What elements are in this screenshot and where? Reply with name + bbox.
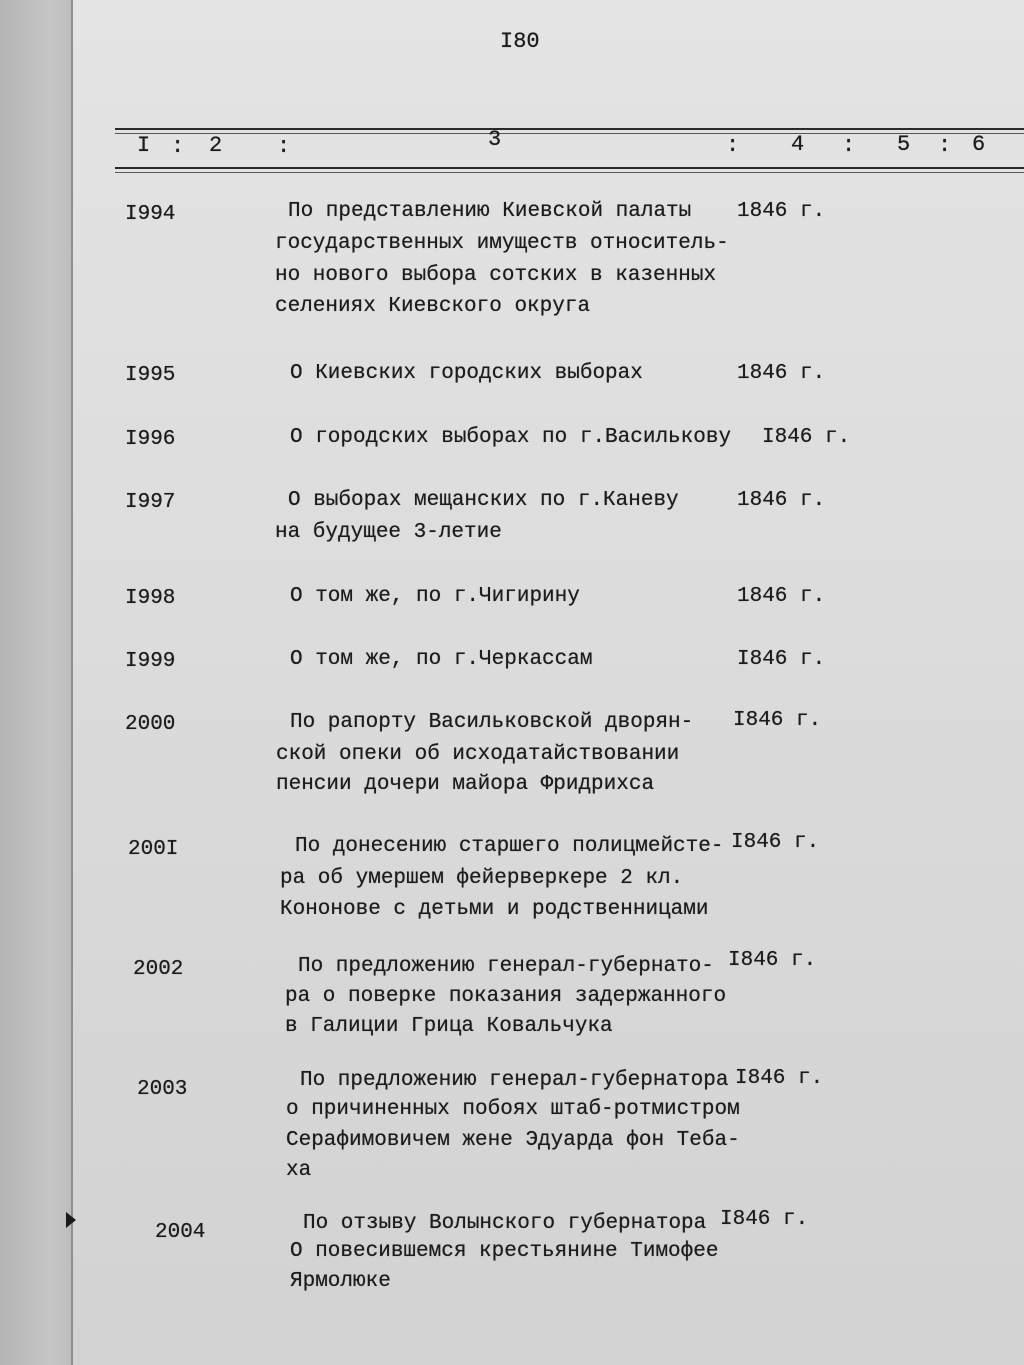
column-header-6: 6 xyxy=(972,132,986,157)
column-header-4: 4 xyxy=(791,132,805,157)
entry-text-line: ра об умершем фейерверкере 2 кл. xyxy=(280,867,684,890)
entry-year: I846 г. xyxy=(735,1067,824,1090)
entry-number: 2002 xyxy=(133,958,184,981)
entry-text-line: О том же, по г.Черкассам xyxy=(290,648,593,671)
column-header-separator: : xyxy=(938,133,952,158)
entry-text-line: селениях Киевского округа xyxy=(275,295,591,318)
entry-year: I846 г. xyxy=(733,709,822,732)
column-header-separator: : xyxy=(726,133,740,158)
binding-mark xyxy=(66,1212,76,1228)
entry-text-line: О том же, по г.Чигирину xyxy=(290,585,580,608)
entry-number: I999 xyxy=(125,650,176,673)
entry-text-line: в Галиции Грица Ковальчука xyxy=(285,1015,613,1038)
entry-year: 1846 г. xyxy=(737,200,826,223)
entry-text-line: о причиненных побоях штаб-ротмистром xyxy=(286,1098,740,1121)
entry-year: I846 г. xyxy=(731,831,820,854)
header-bottom-rule xyxy=(115,167,1024,173)
column-header-separator: : xyxy=(171,134,185,159)
entry-text-line: Ярмолюке xyxy=(290,1270,391,1293)
entry-number: 200I xyxy=(128,838,179,861)
entry-number: I996 xyxy=(125,428,176,451)
entry-text-line: По представлению Киевской палаты xyxy=(288,200,692,223)
entry-year: 1846 г. xyxy=(737,489,826,512)
column-header-5: 5 xyxy=(897,132,911,157)
entry-text-line: По предложению генерал-губернатора xyxy=(300,1069,729,1092)
entry-text-line: По отзыву Волынского губернатора xyxy=(303,1212,707,1235)
entry-text-line: государственных имуществ относитель- xyxy=(275,232,729,255)
entry-text-line: Серафимовичем жене Эдуарда фон Теба- xyxy=(286,1129,740,1152)
entry-year: I846 г. xyxy=(728,949,817,972)
binding-shadow xyxy=(0,0,72,1365)
entry-text-line: пенсии дочери майора Фридрихса xyxy=(276,773,655,796)
entry-text-line: По предложению генерал-губернато- xyxy=(298,955,714,978)
header-top-rule xyxy=(115,128,1024,134)
column-header-3: 3 xyxy=(488,127,502,152)
column-header-separator: : xyxy=(277,134,291,159)
entry-text-line: По донесению старшего полицмейсте- xyxy=(295,835,724,858)
entry-text-line: О Киевских городских выборах xyxy=(290,362,643,385)
entry-text-line: ской опеки об исходатайствовании xyxy=(276,743,680,766)
entry-text-line: ха xyxy=(286,1159,312,1182)
entry-text-line: Кононове с детьми и родственницами xyxy=(280,898,709,921)
entry-text-line: О выборах мещанских по г.Каневу xyxy=(288,489,679,512)
entry-number: 2000 xyxy=(125,713,176,736)
entry-text-line: на будущее 3-летие xyxy=(275,521,502,544)
entry-text-line: но нового выбора сотских в казенных xyxy=(275,264,717,287)
entry-year: 1846 г. xyxy=(737,585,826,608)
entry-number: I998 xyxy=(125,587,176,610)
entry-number: 2003 xyxy=(137,1078,188,1101)
column-header-2: 2 xyxy=(209,133,223,158)
entry-number: 2004 xyxy=(155,1221,206,1244)
binding-edge xyxy=(71,0,73,1365)
column-header-1: I xyxy=(137,133,151,158)
entry-year: I846 г. xyxy=(762,426,851,449)
entry-text-line: ра о поверке показания задержанного xyxy=(285,985,727,1008)
entry-number: I994 xyxy=(125,203,176,226)
entry-year: I846 г. xyxy=(737,648,826,671)
entry-text-line: О повесившемся крестьянине Тимофее xyxy=(290,1240,719,1263)
entry-text-line: О городских выборах по г.Василькову xyxy=(290,426,732,449)
page-number: I80 xyxy=(500,29,540,54)
column-header-separator: : xyxy=(842,133,856,158)
entry-year: 1846 г. xyxy=(737,362,826,385)
entry-number: I997 xyxy=(125,491,176,514)
entry-text-line: По рапорту Васильковской дворян- xyxy=(290,711,694,734)
entry-number: I995 xyxy=(125,364,176,387)
entry-year: I846 г. xyxy=(720,1208,809,1231)
